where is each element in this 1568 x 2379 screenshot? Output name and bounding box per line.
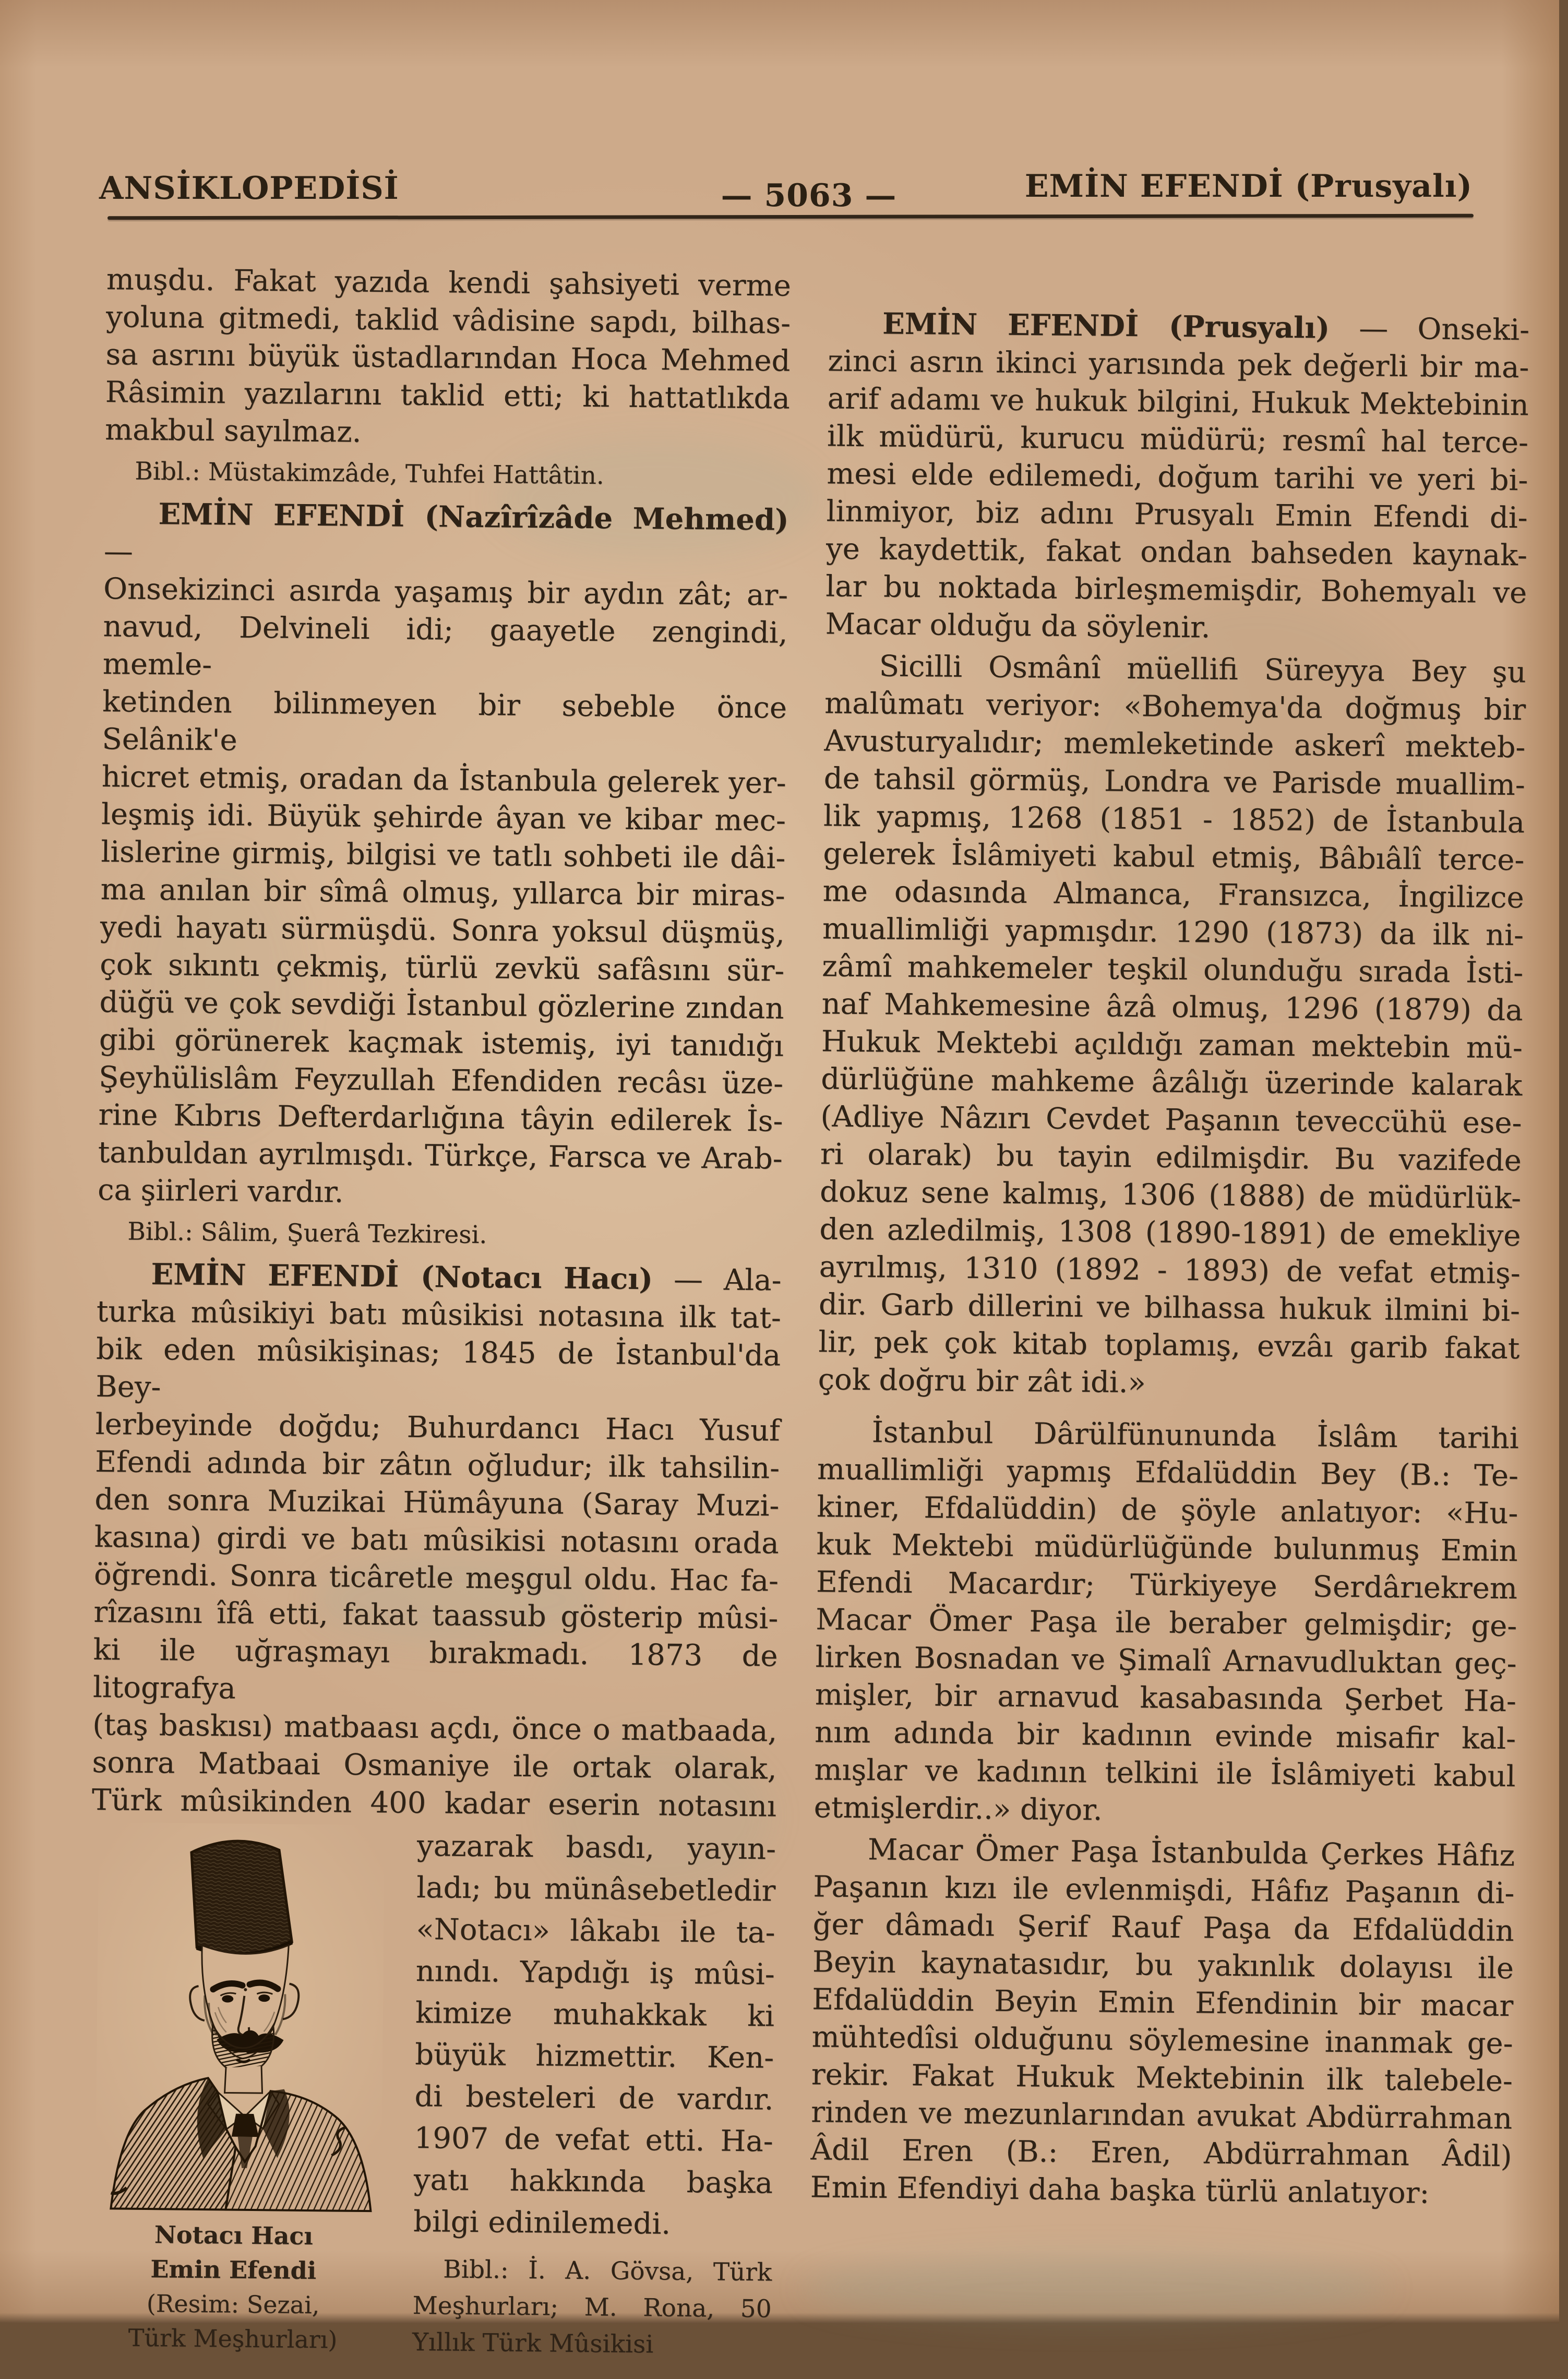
text-line: dokuz sene kalmış, 1306 (1888) de müdürlük- <box>819 1175 1522 1216</box>
text-line: İstanbul Dârülfünununda İslâm tarihi <box>871 1415 1519 1456</box>
text-line: lislerine girmiş, bilgisi ve tatlı sohbeti ile dâi- <box>101 835 786 876</box>
text-line: EMİN EFENDİ (Prusyalı) — Onseki- <box>882 306 1530 348</box>
text-line: 1907 de vefat etti. Ha- <box>414 2121 774 2159</box>
text-line: Avusturyalıdır; memleketinde askerî mekteb- <box>824 724 1526 765</box>
text-line: Hukuk Mektebi açıldığı zaman mektebin mü- <box>821 1024 1523 1066</box>
text-line: muşdu. Fakat yazıda kendi şahsiyeti verme <box>106 262 792 303</box>
text-line: (taş baskısı) matbaası açdı, önce o matbaada, <box>92 1708 777 1749</box>
text-line: ri olarak) bu tayin edilmişdir. Bu vazifede <box>820 1137 1522 1178</box>
caption-line: (Resim: Sezai, <box>146 2289 320 2320</box>
bibliography-block <box>412 2251 772 2364</box>
text-line: bik eden mûsikişinas; 1845 de İstanbul'da Bey- <box>95 1332 781 1405</box>
text-line: Bibl.: İ. A. Gövsa, Türk <box>443 2255 772 2287</box>
header-page-number: — 5063 — <box>721 177 897 214</box>
text-line: me odasında Almanca, Fransızca, İngilizce <box>822 874 1524 915</box>
text-line: Onsekizinci asırda yaşamış bir aydın zât; ar- <box>103 572 788 613</box>
text-line: nım adında bir kadının evinde misafir kal- <box>814 1715 1516 1756</box>
paragraph-block <box>413 1825 776 2246</box>
text-line: dir. Garb dillerini ve bilhassa hukuk ilmini bi- <box>818 1287 1521 1329</box>
text-line: lik yapmış, 1268 (1851 - 1852) de İstanbula <box>823 799 1525 840</box>
paragraph-block <box>814 1413 1519 1833</box>
paragraph-block <box>98 495 789 1216</box>
text-line: ca şiirleri vardır. <box>97 1173 344 1210</box>
text-line: yedi hayatı sürmüşdü. Sonra yoksul düşmüş, <box>100 910 785 951</box>
text-line: arif adamı ve hukuk bilgini, Hukuk Mektebinin <box>827 381 1529 423</box>
text-line: ğer dâmadı Şerif Rauf Paşa da Efdalüddin <box>812 1907 1514 1948</box>
paragraph-block <box>92 1255 782 1826</box>
text-line: mişler, bir arnavud kasabasında Şerbet Ha- <box>815 1678 1517 1719</box>
text-line: nındı. Yapdığı iş mûsi- <box>415 1954 775 1992</box>
text-line: gelerek İslâmiyeti kabul etmiş, Bâbıâlî terce- <box>823 836 1525 878</box>
header-series-title: ANSİKLOPEDİSİ <box>99 170 399 207</box>
left-column <box>87 261 792 2371</box>
paragraph-block <box>825 304 1529 650</box>
text-line: (Adliye Nâzırı Cevdet Paşanın teveccühü ese- <box>820 1099 1522 1141</box>
text-line: ayrılmış, 1310 (1892 - 1893) de vefat etmiş- <box>819 1250 1521 1291</box>
text-line: lerbeyinde doğdu; Buhurdancı Hacı Yusuf <box>95 1407 781 1448</box>
text-line: Efendi adında bir zâtın oğludur; ilk tahsilin- <box>94 1445 780 1486</box>
portrait-engraving <box>95 1822 385 2211</box>
text-line: Âdil Eren (B.: Eren, Abdürrahman Âdil) <box>810 2133 1512 2174</box>
text-line: düğü ve çok sevdiği İstanbul gözlerine zından <box>99 985 784 1026</box>
text-line: rine Kıbrıs Defterdarlığına tâyin edilerek İs- <box>98 1098 783 1139</box>
text-line: gibi görünerek kaçmak istemiş, iyi tanıdığı <box>99 1023 784 1063</box>
text-line: Bibl.: Sâlim, Şuerâ Tezkiresi. <box>127 1217 487 1250</box>
text-line: rinden ve mezunlarından avukat Abdürrahman <box>810 2095 1513 2136</box>
text-line: Paşanın kızı ile evlenmişdi, Hâfız Paşanın di- <box>813 1870 1515 1911</box>
right-column <box>810 304 1530 2213</box>
text-line: mesi elde edilemedi, doğum tarihi ve yeri bi- <box>827 457 1528 498</box>
paragraph-block <box>818 647 1526 1405</box>
entry-heading: EMİN EFENDİ (Nazîrîzâde Mehmed) <box>158 497 789 537</box>
text-line: mışlar ve kadının telkini ile İslâmiyeti kabul <box>814 1753 1516 1794</box>
caption-line: Notacı Hacı <box>154 2220 314 2251</box>
text-line: ma anılan bir sîmâ olmuş, yıllarca bir miras- <box>100 872 785 913</box>
header-running-title: EMİN EFENDİ (Prusyalı) <box>1024 168 1473 205</box>
text-line: çok doğru bir zât idi.» <box>818 1362 1146 1400</box>
text-line: Efdalüddin Beyin Emin Efendinin bir macar <box>812 1982 1514 2024</box>
text-line: rîzasını îfâ etti, fakat taassub gösterip mûsi- <box>93 1595 779 1636</box>
text-line: kuk Mektebi müdürlüğünde bulunmuş Emin <box>816 1527 1518 1569</box>
text-line: zâmî mahkemeler teşkil olunduğu sırada İsti- <box>822 949 1524 990</box>
text-line: zinci asrın ikinci yarısında pek değerli bir ma- <box>828 344 1529 385</box>
text-line: ketinden bilinmeyen bir sebeble önce Selânik'e <box>102 685 787 758</box>
text-line: kiner, Efdalüddin) de şöyle anlatıyor: «Hu- <box>817 1490 1518 1531</box>
text-line: EMİN EFENDİ (Notacı Hacı) — Ala- <box>151 1257 782 1298</box>
text-line: makbul sayılmaz. <box>104 413 362 449</box>
text-line: Macar Ömer Paşa İstanbulda Çerkes Hâfız <box>867 1833 1515 1873</box>
bibliography-block <box>97 1215 782 1254</box>
text-line: yoluna gitmedi, taklid vâdisine sapdı, bilhas- <box>105 300 791 341</box>
text-line: leşmiş idi. Büyük şehirde âyan ve kibar mec- <box>101 797 786 838</box>
text-line: kimize muhakkak ki <box>415 1995 775 2034</box>
portrait-caption <box>90 2217 377 2357</box>
text-line: bilgi edinilemedi. <box>413 2204 671 2241</box>
text-line: yazarak basdı, yayın- <box>416 1828 776 1867</box>
paragraph-block <box>105 261 791 456</box>
left-column-text <box>92 261 792 1825</box>
text-line: Türk mûsikinden 400 kadar eserin notasını <box>91 1783 777 1824</box>
text-line: muallimliği yapmış Efdalüddin Bey (B.: Te- <box>817 1452 1519 1493</box>
text-line: Sicilli Osmânî müellifi Süreyya Bey şu <box>879 649 1527 690</box>
text-line: naf Mahkemesine âzâ olmuş, 1296 (1879) da <box>821 987 1523 1028</box>
text-line: sonra Matbaai Osmaniye ile ortak olarak, <box>92 1746 777 1786</box>
text-line: büyük hizmettir. Ken- <box>414 2037 774 2075</box>
caption-line: Türk Meşhurları) <box>128 2323 338 2354</box>
text-line: Meşhurları; M. Rona, 50 <box>412 2291 772 2324</box>
portrait-figure <box>87 1822 415 2368</box>
text-line: lir, pek çok kitab toplamış, evzâı garib fakat <box>818 1325 1520 1366</box>
text-line: lar bu noktada birleşmemişdir, Bohemyalı ve <box>825 569 1527 611</box>
text-line: Macar Ömer Paşa ile beraber gelmişdir; ge- <box>815 1603 1517 1644</box>
portrait-row <box>87 1822 776 2372</box>
text-line: Emin Efendiyi daha başka türlü anlatıyor: <box>810 2170 1430 2210</box>
right-column-text <box>810 304 1530 2213</box>
text-line: dürlüğüne mahkeme âzâlığı üzerinde kalarak <box>820 1062 1523 1103</box>
text-line: mühtedîsi olduğunu söylemesine inanmak ge- <box>811 2020 1513 2061</box>
text-line: hicret etmiş, oradan da İstanbula gelerek yer- <box>101 760 786 800</box>
narrow-column-text <box>410 1825 776 2372</box>
text-line: kasına) girdi ve batı mûsikisi notasını orada <box>94 1520 780 1561</box>
text-line: malûmatı veriyor: «Bohemya'da doğmuş bir <box>824 686 1526 727</box>
text-line: etmişlerdir..» diyor. <box>813 1790 1103 1827</box>
paragraph-block <box>810 1831 1515 2213</box>
text-line: EMİN EFENDİ (Nazîrîzâde Mehmed) — <box>103 497 789 569</box>
text-line: tanbuldan ayrılmışdı. Türkçe, Farsca ve Arab- <box>98 1135 783 1176</box>
text-line: turka mûsikiyi batı mûsikisi notasına ilk tat- <box>96 1295 782 1335</box>
text-line: Macar olduğu da söylenir. <box>825 607 1211 645</box>
text-line: Bibl.: Müstakimzâde, Tuhfei Hattâtin. <box>135 457 605 491</box>
text-line: «Notacı» lâkabı ile ta- <box>416 1912 775 1950</box>
text-line: muallimliği yapmışdır. 1290 (1873) da ilk ni- <box>822 912 1524 953</box>
text-line: ilk müdürü, kurucu müdürü; resmî hal terce- <box>827 419 1529 460</box>
text-line: di besteleri de vardır. <box>414 2079 774 2117</box>
entry-heading: EMİN EFENDİ (Prusyalı) <box>882 306 1330 345</box>
entry-heading: EMİN EFENDİ (Notacı Hacı) <box>151 1257 653 1297</box>
bibliography-block <box>104 455 789 494</box>
text-line: Râsimin yazılarını taklid etti; ki hattatlıkda <box>105 375 791 416</box>
text-line: yatı hakkında başka <box>413 2162 773 2201</box>
text-line: navud, Delvineli idi; gaayetle zengindi, memle- <box>102 609 788 683</box>
text-line: Beyin kaynatasıdır, bu yakınlık dolayısı ile <box>812 1945 1514 1986</box>
caption-line: Emin Efendi <box>150 2255 317 2285</box>
text-line: lirken Bosnadan ve Şimalî Arnavudluktan geç- <box>815 1640 1517 1681</box>
text-line: öğrendi. Sonra ticâretle meşgul oldu. Hac fa- <box>93 1558 779 1598</box>
text-line: sa asrını büyük üstadlarından Hoca Mehmed <box>105 338 791 378</box>
text-line: de tahsil görmüş, Londra ve Parisde muallim- <box>823 761 1526 803</box>
text-line: ki ile uğraşmayı bırakmadı. 1873 de litografya <box>92 1633 778 1706</box>
text-line: Şeyhülislâm Feyzullah Efendiden recâsı üze- <box>98 1060 784 1101</box>
text-line: ye kaydettik, fakat ondan bahseden kaynak- <box>825 532 1528 573</box>
text-line: den sonra Muzikai Hümâyuna (Saray Muzi- <box>94 1483 780 1523</box>
text-line: Efendi Macardır; Türkiyeye Serdârıekrem <box>816 1565 1518 1606</box>
text-line: den azledilmiş, 1308 (1890-1891) de emekliye <box>819 1212 1521 1253</box>
text-line: rekir. Fakat Hukuk Mektebinin ilk talebele- <box>811 2058 1513 2099</box>
text-line: ladı; bu münâsebetledir <box>416 1870 776 1908</box>
text-line: çok sıkıntı çekmiş, türlü zevkü safâsını sür- <box>99 948 785 988</box>
text-line: Yıllık Türk Mûsikisi <box>412 2327 654 2359</box>
text-line: linmiyor, biz adını Prusyalı Emin Efendi di- <box>826 494 1528 535</box>
